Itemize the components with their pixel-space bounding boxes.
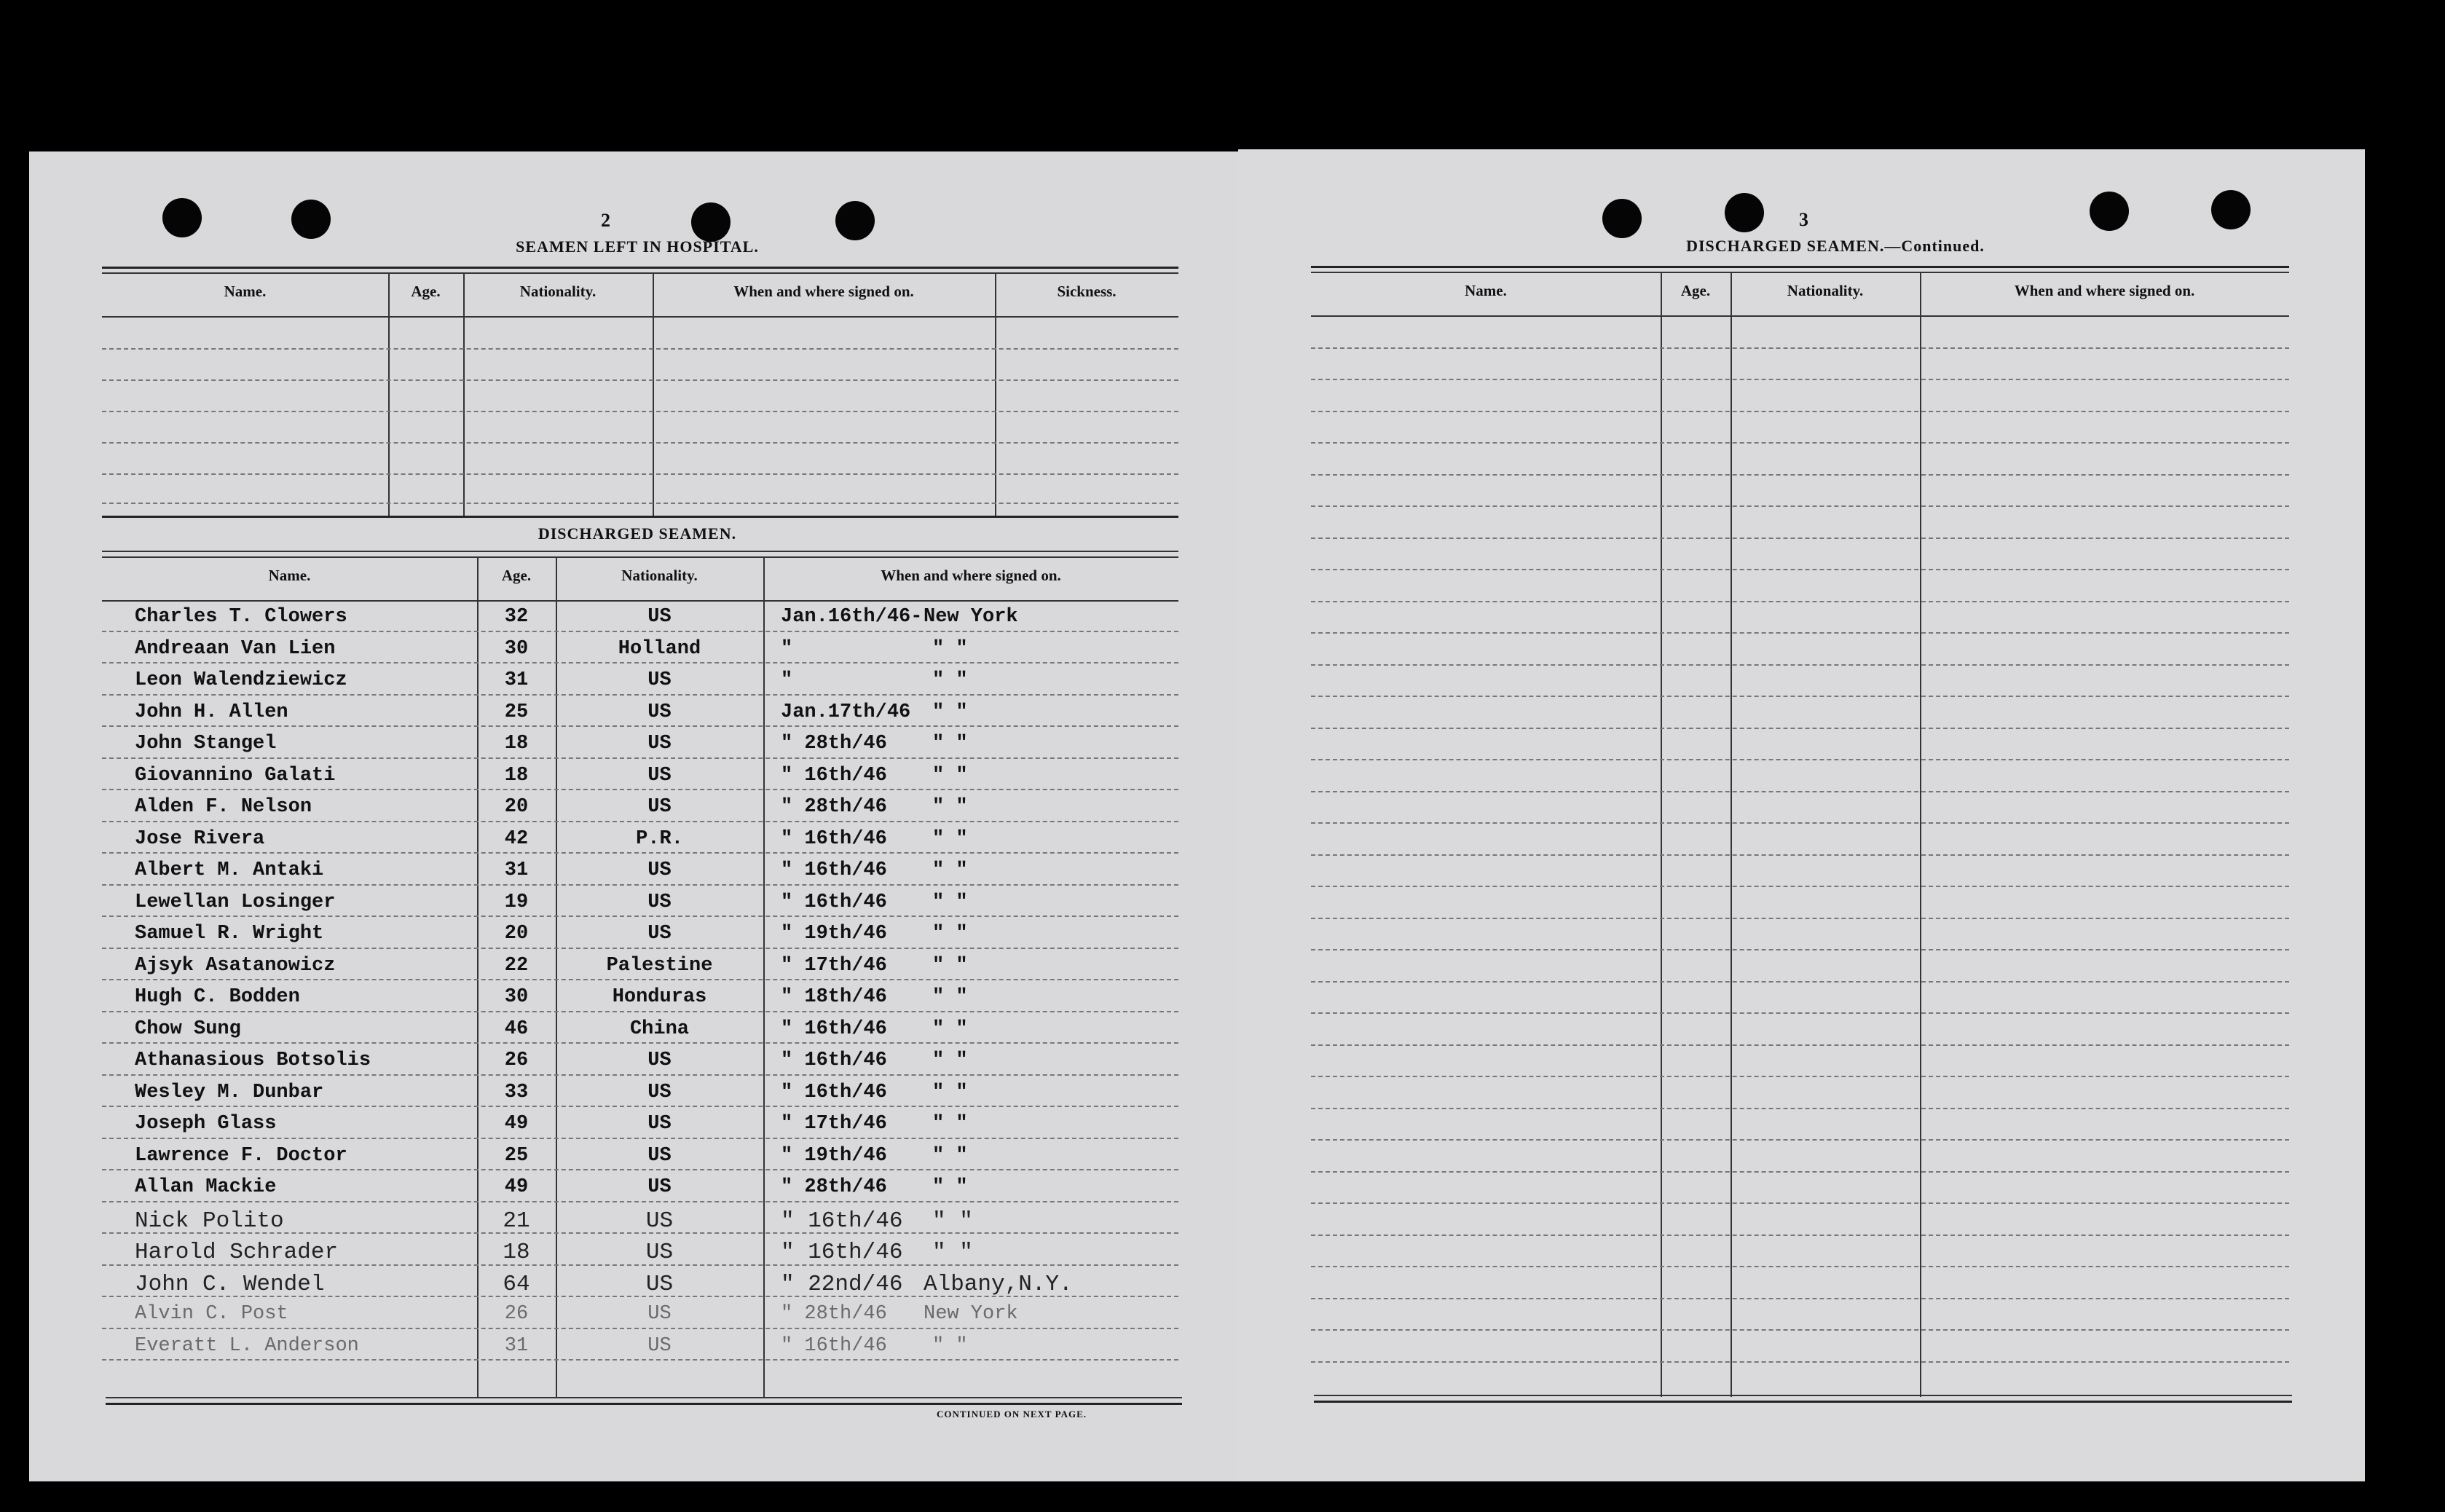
row-name: Chow Sung [135, 1017, 241, 1040]
row-date: " 16th/46 [781, 1081, 887, 1103]
column-divider [653, 272, 654, 516]
row-date: " 16th/46 [781, 859, 887, 881]
row-date: " 16th/46 [781, 1334, 887, 1357]
row-name: Albert M. Antaki [135, 859, 324, 881]
row-nationality: China [629, 1017, 689, 1040]
row-date: " 16th/46 [781, 827, 887, 850]
rule [1311, 266, 2289, 268]
ruled-line [1311, 569, 2289, 570]
row-place: " " [932, 1113, 968, 1135]
row-age: 33 [504, 1081, 529, 1103]
row-place: " " [932, 986, 968, 1008]
row-name: Charles T. Clowers [135, 606, 347, 628]
column-header-age: Age. [1680, 282, 1711, 299]
row-age: 26 [504, 1303, 529, 1325]
row-date: " 17th/46 [781, 954, 887, 977]
rule [1314, 1401, 2292, 1403]
row-name: Everatt L. Anderson [135, 1334, 359, 1357]
row-name: Leon Walendziewicz [135, 669, 347, 691]
punch-hole [2211, 190, 2251, 229]
row-place: " " [932, 764, 968, 787]
row-nationality: US [647, 1303, 672, 1325]
row-place: " " [932, 923, 968, 945]
ruled-line [1311, 664, 2289, 666]
row-place: " " [932, 1050, 968, 1071]
ruled-line [1311, 1361, 2289, 1363]
row-nationality: US [645, 1271, 674, 1297]
row-name: Joseph Glass [135, 1113, 277, 1135]
row-nationality: US [647, 669, 672, 691]
rule [106, 1403, 1182, 1405]
row-age: 25 [504, 1144, 529, 1167]
ruled-line [102, 1328, 1178, 1329]
row-date: " 18th/46 [781, 986, 887, 1008]
ruled-line [102, 442, 1178, 444]
ruled-line [1311, 728, 2289, 729]
row-date: Jan.17th/46 [781, 701, 911, 723]
row-age: 25 [504, 701, 529, 723]
row-age: 20 [504, 796, 529, 818]
row-nationality: US [647, 764, 672, 787]
rule [102, 556, 1178, 558]
row-place: " " [932, 1334, 968, 1357]
row-age: 18 [504, 764, 529, 787]
ruled-line [1311, 822, 2289, 824]
ruled-line [102, 1169, 1178, 1170]
column-header-age: Age. [411, 283, 441, 300]
row-age: 64 [503, 1271, 530, 1297]
row-name: Wesley M. Dunbar [135, 1081, 324, 1103]
row-nationality: US [647, 859, 672, 881]
row-age: 30 [504, 986, 529, 1008]
ruled-line [1311, 1266, 2289, 1267]
column-header-nationality: Nationality. [519, 283, 597, 300]
left-page [29, 151, 1238, 1481]
row-place: " " [932, 669, 968, 691]
ruled-line [1311, 1171, 2289, 1173]
row-age: 26 [504, 1050, 529, 1071]
row-date: Jan.16th/46- [781, 606, 923, 628]
punch-hole [691, 202, 731, 242]
ruled-line [1311, 1012, 2289, 1014]
punch-hole [2090, 192, 2129, 231]
ruled-line [102, 1011, 1178, 1012]
row-date: " 16th/46 [781, 1050, 887, 1071]
ruled-line [102, 503, 1178, 504]
row-nationality: US [647, 1050, 672, 1071]
column-divider [388, 272, 390, 516]
row-age: 49 [504, 1176, 529, 1198]
row-place: " " [932, 1081, 968, 1103]
column-header-age: Age. [501, 567, 532, 584]
punch-hole [1725, 193, 1764, 232]
ruled-line [102, 473, 1178, 475]
ruled-line [1311, 696, 2289, 697]
row-age: 21 [503, 1208, 530, 1234]
row-age: 31 [504, 859, 529, 881]
ruled-line [102, 1264, 1178, 1266]
row-place: " " [932, 1176, 968, 1198]
row-name: Lawrence F. Doctor [135, 1144, 347, 1167]
page-title: DISCHARGED SEAMEN.—Continued. [1686, 237, 1985, 255]
ruled-line [102, 757, 1178, 759]
row-nationality: P.R. [636, 827, 683, 850]
row-age: 18 [504, 733, 529, 755]
row-age: 49 [504, 1113, 529, 1135]
ruled-line [1311, 347, 2289, 349]
ruled-line [102, 379, 1178, 381]
ruled-line [1311, 505, 2289, 507]
ruled-line [102, 694, 1178, 696]
ruled-line [102, 1201, 1178, 1202]
row-place: " " [932, 1144, 968, 1167]
row-age: 20 [504, 923, 529, 945]
ruled-line [1311, 1139, 2289, 1141]
row-nationality: US [647, 1081, 672, 1103]
rule [102, 316, 1178, 318]
row-date: " 16th/46 [781, 891, 887, 913]
row-age: 31 [504, 1334, 529, 1357]
row-name: Andreaan Van Lien [135, 637, 336, 660]
rule [102, 600, 1178, 602]
ruled-line [102, 821, 1178, 822]
row-nationality: US [647, 1113, 672, 1135]
rule [1311, 272, 2289, 273]
ruled-line [102, 1138, 1178, 1139]
row-place: " " [932, 1240, 973, 1265]
ruled-line [1311, 1076, 2289, 1077]
rule [102, 516, 1178, 518]
row-place: " " [932, 827, 968, 850]
column-header-name: Name. [268, 567, 311, 584]
row-place: New York [924, 1303, 1018, 1325]
row-age: 46 [504, 1017, 529, 1040]
ruled-line [102, 1042, 1178, 1044]
ruled-line [1311, 601, 2289, 602]
ruled-line [102, 1359, 1178, 1361]
ruled-line [1311, 474, 2289, 476]
column-header-signed-on: When and where signed on. [2014, 282, 2195, 299]
row-place: " " [932, 796, 968, 818]
row-date: " 17th/46 [781, 1113, 887, 1135]
row-date: " 28th/46 [781, 1176, 887, 1198]
row-date: " 22nd/46 [781, 1271, 903, 1297]
page-number: 3 [1799, 209, 1808, 230]
row-nationality: US [647, 1334, 672, 1357]
ruled-line [102, 348, 1178, 350]
punch-hole [162, 198, 202, 237]
row-nationality: US [647, 606, 672, 628]
row-nationality: US [647, 796, 672, 818]
row-place: " " [932, 891, 968, 913]
ruled-line [1311, 854, 2289, 856]
row-age: 30 [504, 637, 529, 660]
ruled-line [102, 631, 1178, 632]
row-place: " " [932, 637, 968, 660]
column-header-nationality: Nationality. [1787, 282, 1864, 299]
ruled-line [102, 1232, 1178, 1234]
ruled-line [1311, 1298, 2289, 1299]
row-date: " [781, 637, 793, 660]
ruled-line [1311, 918, 2289, 919]
ruled-line [102, 1296, 1178, 1297]
ruled-line [102, 1074, 1178, 1076]
row-place: " " [932, 733, 968, 755]
ruled-line [1311, 379, 2289, 380]
punch-hole [1602, 199, 1642, 238]
row-nationality: Honduras [612, 986, 707, 1008]
ruled-line [1311, 886, 2289, 887]
row-name: Samuel R. Wright [135, 923, 324, 945]
row-date: " 28th/46 [781, 733, 887, 755]
row-nationality: US [645, 1240, 674, 1265]
page-number: 2 [601, 210, 610, 231]
ruled-line [102, 979, 1178, 980]
column-header-signed-on: When and where signed on. [881, 567, 1061, 584]
row-date: " 16th/46 [781, 764, 887, 787]
ruled-line [1311, 791, 2289, 792]
ruled-line [1311, 538, 2289, 539]
continued-note: CONTINUED ON NEXT PAGE. [937, 1409, 1087, 1420]
row-name: John H. Allen [135, 701, 288, 723]
ruled-line [1311, 442, 2289, 444]
column-header-nationality: Nationality. [621, 567, 698, 584]
ruled-line [102, 916, 1178, 917]
ruled-line [102, 948, 1178, 949]
row-nationality: Palestine [606, 954, 713, 977]
row-name: Harold Schrader [135, 1240, 339, 1265]
ruled-line [1311, 759, 2289, 760]
ruled-line [1311, 1329, 2289, 1331]
ruled-line [1311, 1235, 2289, 1236]
ruled-line [1311, 949, 2289, 950]
rule [1311, 315, 2289, 317]
column-divider [463, 272, 465, 516]
row-place: " " [932, 954, 968, 977]
row-age: 32 [504, 606, 529, 628]
ruled-line [102, 884, 1178, 886]
rule [102, 272, 1178, 274]
row-date: " 28th/46 [781, 1303, 887, 1325]
rule [102, 267, 1178, 269]
row-date: " 16th/46 [781, 1240, 903, 1265]
row-name: Allan Mackie [135, 1176, 277, 1198]
row-place: Albany,N.Y. [924, 1271, 1073, 1297]
column-divider [1661, 272, 1662, 1397]
ruled-line [102, 1106, 1178, 1107]
column-header-name: Name. [1465, 282, 1507, 299]
row-name: Jose Rivera [135, 827, 265, 850]
row-name: Athanasious Botsolis [135, 1050, 371, 1071]
ruled-line [102, 852, 1178, 854]
row-name: John C. Wendel [135, 1271, 325, 1297]
ruled-line [1311, 1044, 2289, 1046]
row-age: 42 [504, 827, 529, 850]
row-name: Giovannino Galati [135, 764, 336, 787]
punch-hole [835, 201, 875, 240]
row-name: Lewellan Losinger [135, 891, 336, 913]
row-place: New York [924, 606, 1018, 628]
ruled-line [102, 725, 1178, 727]
column-header-sickness: Sickness. [1057, 283, 1117, 300]
row-place: " " [932, 1017, 968, 1040]
row-date: " 19th/46 [781, 1144, 887, 1167]
rule [106, 1397, 1182, 1398]
row-nationality: US [647, 1176, 672, 1198]
row-date: " 16th/46 [781, 1017, 887, 1040]
rule [1314, 1395, 2292, 1396]
row-age: 18 [503, 1240, 530, 1265]
row-name: John Stangel [135, 733, 277, 755]
rule [102, 551, 1178, 552]
row-date: " [781, 669, 793, 691]
discharged-section-title: DISCHARGED SEAMEN. [538, 524, 737, 543]
column-header-signed-on: When and where signed on. [733, 283, 914, 300]
row-nationality: US [647, 701, 672, 723]
row-name: Nick Polito [135, 1208, 284, 1234]
row-nationality: US [647, 733, 672, 755]
row-nationality: Holland [618, 637, 701, 660]
row-nationality: US [647, 923, 672, 945]
ruled-line [1311, 1202, 2289, 1204]
row-place: " " [932, 1208, 973, 1234]
row-age: 31 [504, 669, 529, 691]
row-name: Hugh C. Bodden [135, 986, 300, 1008]
column-divider [995, 272, 996, 516]
row-date: " 28th/46 [781, 796, 887, 818]
ruled-line [102, 789, 1178, 790]
ruled-line [1311, 1108, 2289, 1109]
row-date: " 16th/46 [781, 1208, 903, 1234]
row-nationality: US [647, 891, 672, 913]
row-place: " " [932, 859, 968, 881]
column-divider [763, 556, 765, 1397]
row-nationality: US [647, 1144, 672, 1167]
column-header-name: Name. [224, 283, 267, 300]
ruled-line [1311, 981, 2289, 983]
ruled-line [1311, 411, 2289, 412]
column-divider [1731, 272, 1732, 1397]
row-date: " 19th/46 [781, 923, 887, 945]
punch-hole [291, 200, 331, 239]
row-name: Ajsyk Asatanowicz [135, 954, 336, 977]
ruled-line [102, 411, 1178, 412]
ruled-line [102, 662, 1178, 664]
ruled-line [1311, 632, 2289, 634]
hospital-section-title: SEAMEN LEFT IN HOSPITAL. [516, 237, 759, 256]
row-name: Alvin C. Post [135, 1303, 288, 1325]
right-page [1238, 149, 2365, 1481]
row-name: Alden F. Nelson [135, 796, 312, 818]
column-divider [1920, 272, 1921, 1397]
row-age: 22 [504, 954, 529, 977]
row-place: " " [932, 701, 968, 723]
row-nationality: US [645, 1208, 674, 1234]
row-age: 19 [504, 891, 529, 913]
